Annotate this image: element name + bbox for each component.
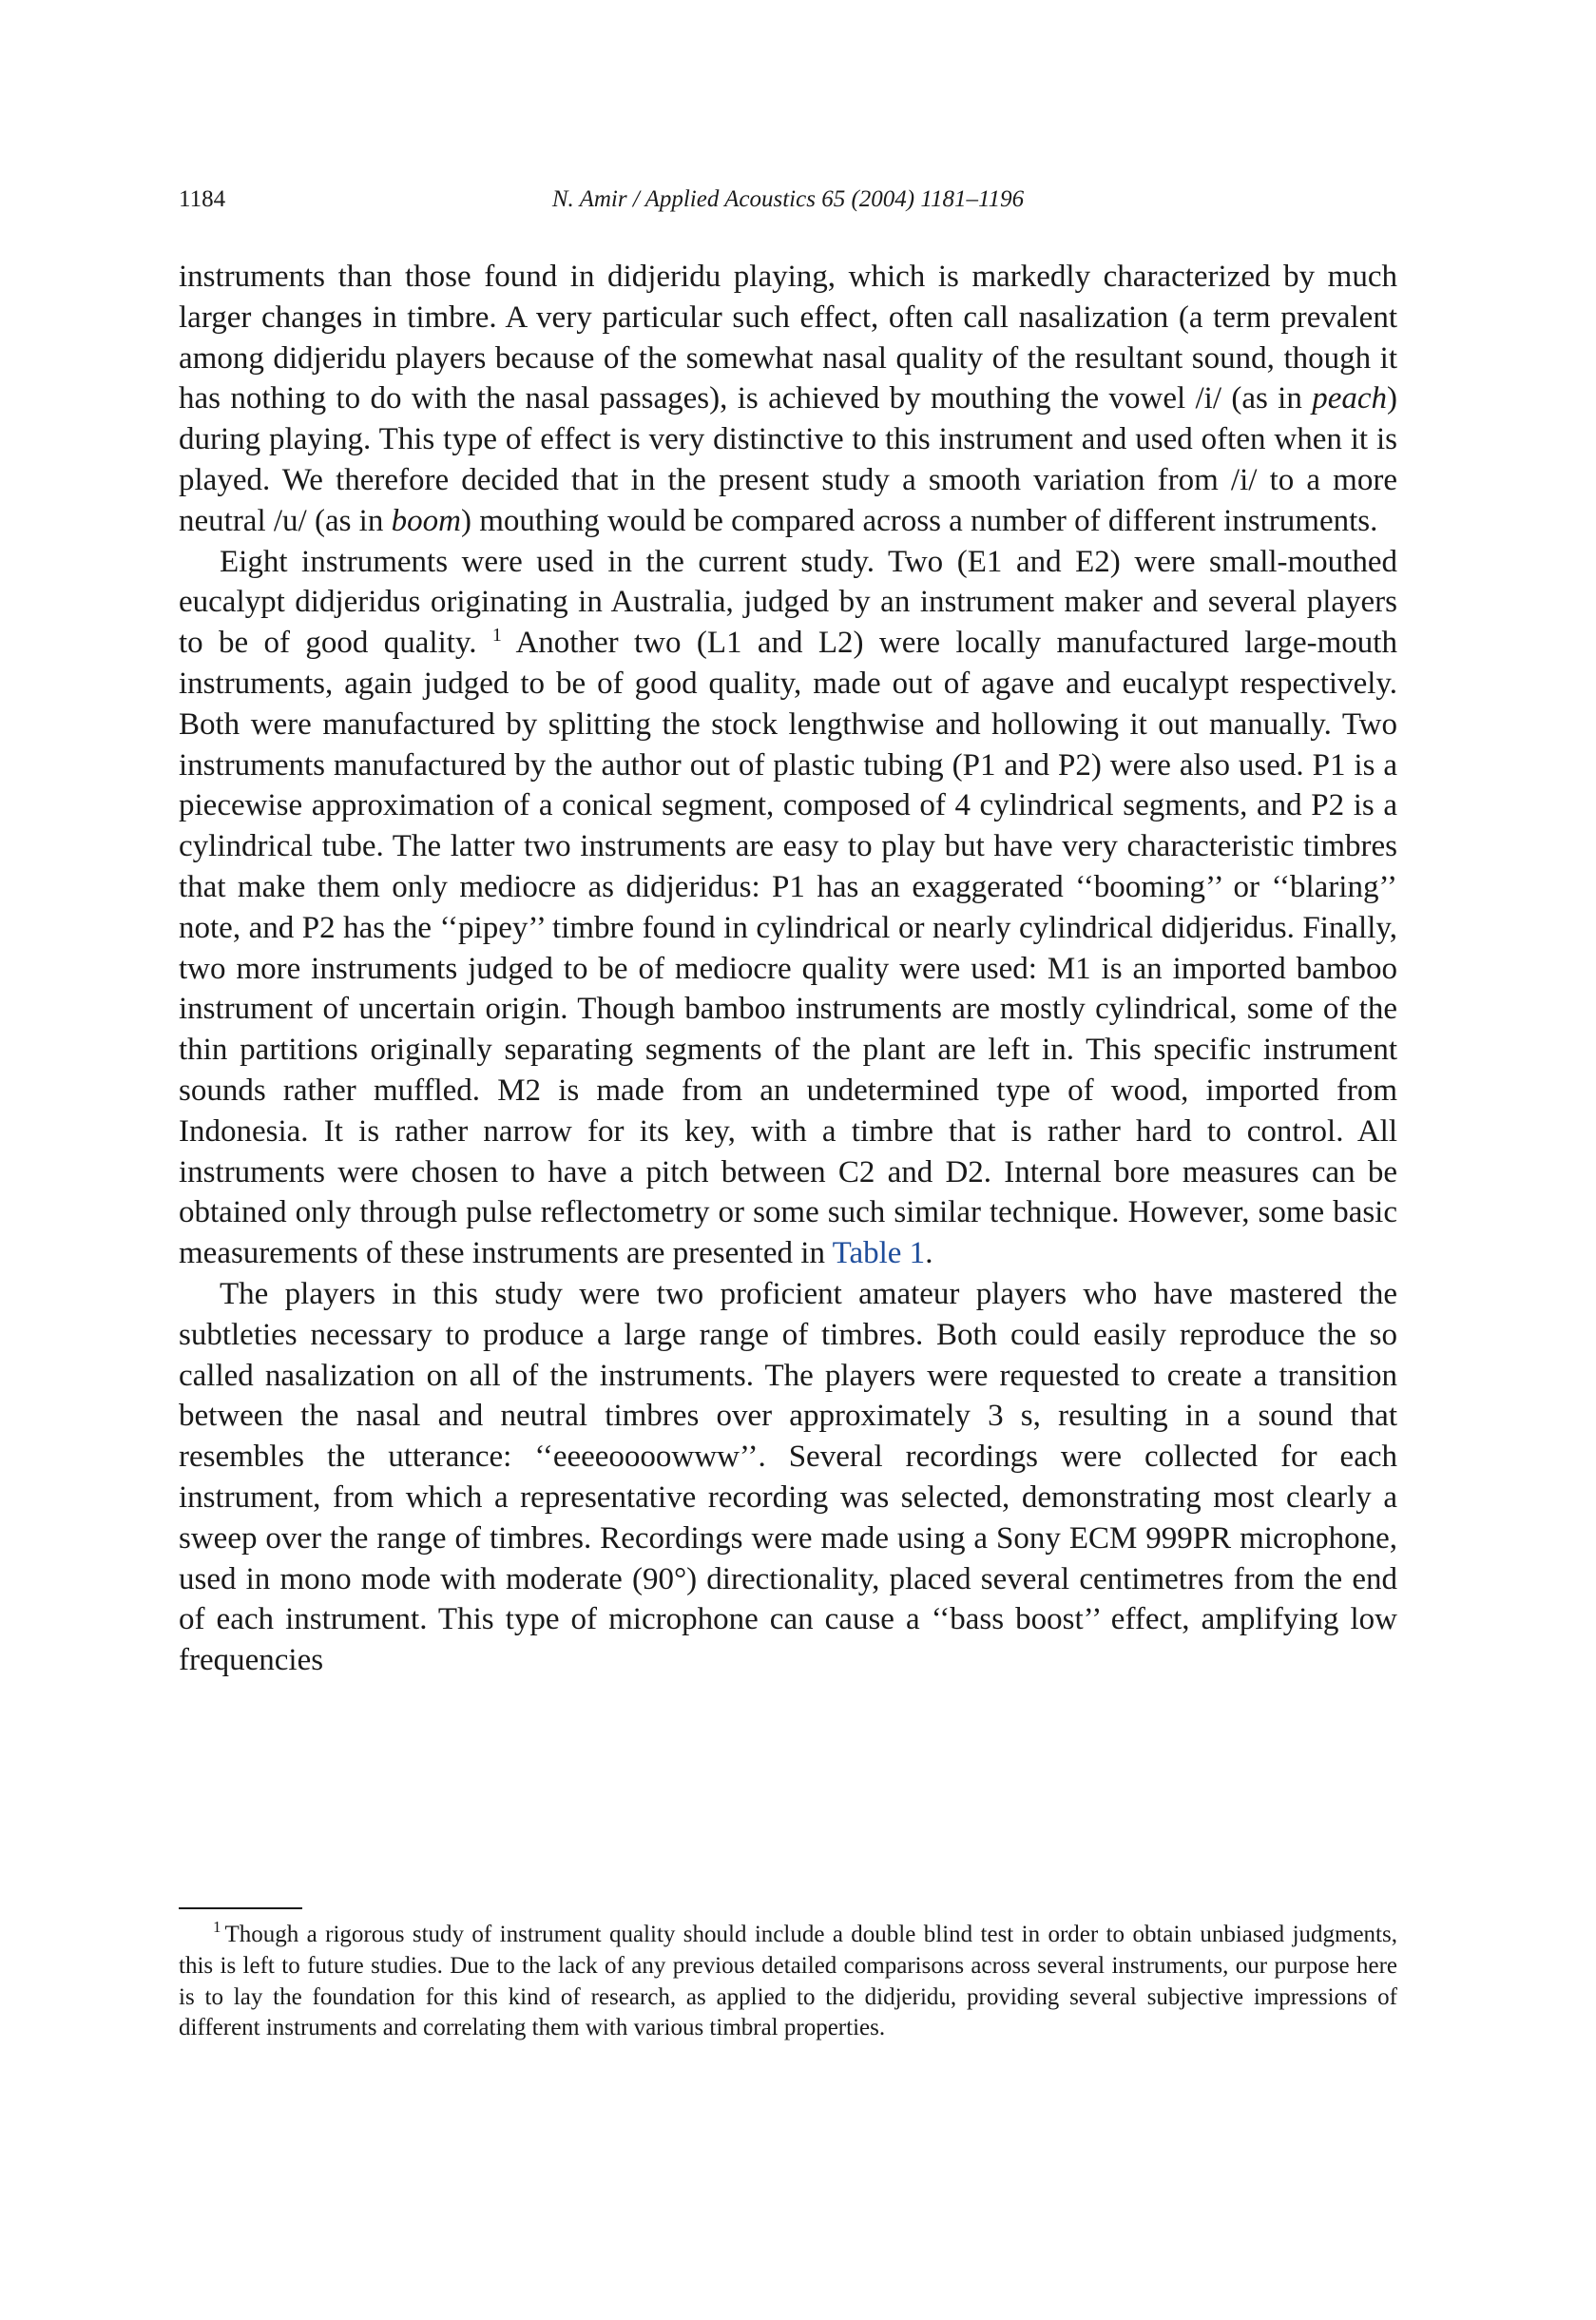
footnote-reference[interactable]: 1 bbox=[491, 625, 502, 647]
italic-example-boom: boom bbox=[391, 503, 461, 538]
footnote-1 bbox=[179, 1920, 1397, 2044]
paragraph-1-text-b: ) during playing. This type of effect is very distinctive to this instrument and used often when it is played. We therefore decided that in the present study a smooth variation from /i/ to a more neutral /u/ (as in bbox=[179, 381, 1397, 538]
italic-example-peach: peach bbox=[1312, 381, 1387, 416]
footnote-text: Though a rigorous study of instrument quality should include a double blind test in order to obtain unbiased judgments, this is left to future studies. Due to the lack of any previous detailed comparisons across several instruments, our purpose here is to lay the foundation for this kind of research, as applied to the didjeridu, providing several subjective impressions of different instruments and correlating them with various timbral properties. bbox=[179, 1922, 1397, 2041]
paragraph-2 bbox=[179, 542, 1397, 1274]
footnote-divider bbox=[179, 1907, 302, 1909]
table-1-link[interactable]: Table 1 bbox=[832, 1236, 926, 1271]
running-head bbox=[179, 181, 1397, 219]
footnote bbox=[179, 1920, 1397, 2044]
footnote-mark: 1 bbox=[213, 1918, 221, 1936]
paragraph-1-text-c: ) mouthing would be compared across a number of different instruments. bbox=[460, 503, 1378, 538]
paragraph-2-text-b: Another two (L1 and L2) were locally manufactured large-mouth instruments, again judged to be of good quality, made out of agave and eucalypt respectively. Both were manufactured by splitting the stock lengthwise and hollowing it out manually. Two instruments manufactured by the author out of plastic tubing (P1 and P2) were also used. P1 is a piecewise approximation of a conical segment, composed of 4 cylindrical segments, and P2 is a cylindrical tube. The latter two instruments are easy to play but have very characteristic timbres that make them only mediocre as didjeridus: P1 has an exaggerated ‘‘booming’’ or ‘‘blaring’’ note, and P2 has the ‘‘pipey’’ timbre found in cylindrical or nearly cylindrical didjeridus. Finally, two more instruments judged to be of mediocre quality were used: M1 is an imported bamboo instrument of uncertain origin. Though bamboo instruments are mostly cylindrical, some of the thin partitions originally separating segments of the plant are left in. This specific instrument sounds rather muffled. M2 is made from an undetermined type of wood, imported from Indonesia. It is rather narrow for its key, with a timbre that is rather hard to control. All instruments were chosen to have a pitch between C2 and D2. Internal bore measures can be obtained only through pulse reflectometry or some such similar technique. However, some basic measurements of these instruments are presented in bbox=[179, 626, 1397, 1271]
paragraph-2-text-a: Eight instruments were used in the current study. Two (E1 and E2) were small-mouthed eucalypt didjeridus originating in Australia, judged by an instrument maker and several players to be of good quality. bbox=[179, 544, 1397, 661]
paragraph-1 bbox=[179, 257, 1397, 542]
paragraph-2-text-c: . bbox=[925, 1236, 933, 1271]
paragraph-3: The players in this study were two proficient amateur players who have mastered the subtleties necessary to produce a large range of timbres. Both could easily reproduce the so called nasalization on all of the instruments. The players were requested to create a transition between the nasal and neutral timbres over approximately 3 s, resulting in a sound that resembles the utterance: ‘‘eeeeoooowww’’. Several recordings were collected for each instrument, from which a representative recording was selected, demonstrating most clearly a sweep over the range of timbres. Recordings were made using a Sony ECM 999PR microphone, used in mono mode with moderate (90°) directionality, placed several centimetres from the end of each instrument. This type of microphone can cause a ‘‘bass boost’’ effect, amplifying low frequencies bbox=[179, 1276, 1397, 1678]
paragraph-1-text-a: instruments than those found in didjeridu playing, which is markedly characterized by much larger changes in timbre. A very particular such effect, often call nasalization (a term prevalent among didjeridu players because of the somewhat nasal quality of the resultant sound, though it has nothing to do with the nasal passages), is achieved by mouthing the vowel /i/ (as in bbox=[179, 260, 1397, 416]
journal-reference: N. Amir / Applied Acoustics 65 (2004) 1181–1196 bbox=[551, 186, 1025, 212]
body-text bbox=[179, 257, 1397, 1681]
page-number: 1184 bbox=[179, 186, 226, 212]
